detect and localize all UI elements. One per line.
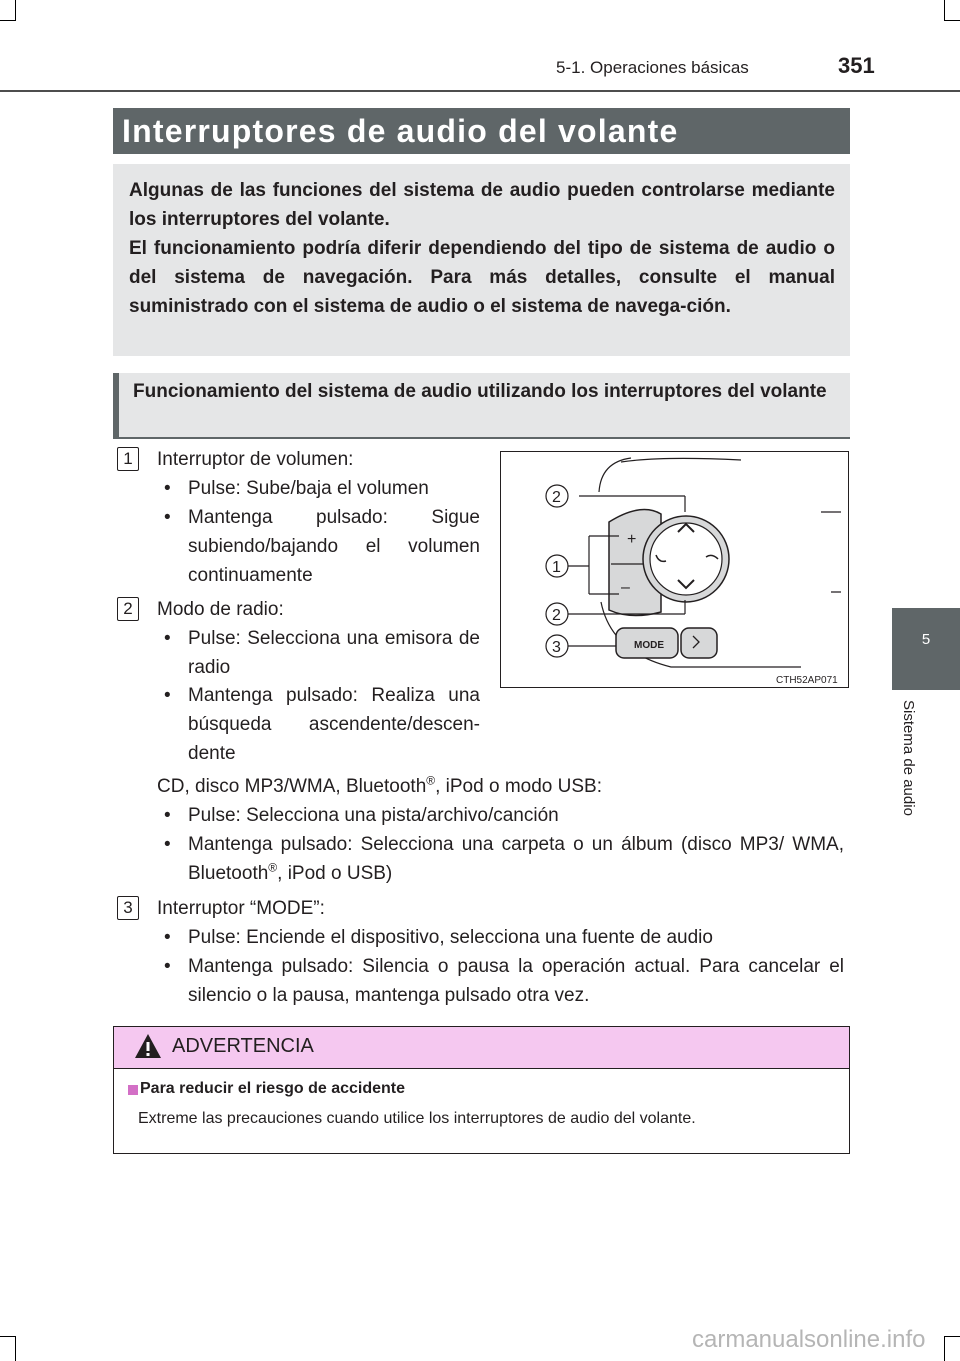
steering-switch-figure: [500, 451, 849, 688]
chapter-label: [900, 700, 926, 840]
callout-number: 3: [552, 639, 561, 656]
section-header: 5-1. Operaciones básicas: [556, 58, 749, 77]
warning-square-icon: [128, 1085, 138, 1095]
figure-code: CTH52AP071: [776, 675, 838, 686]
bullet-dot: •: [164, 685, 171, 706]
cd-mode-intro: [157, 772, 602, 801]
crop-mark: [15, 0, 16, 20]
bullet-text: Mantenga pulsado: Sigue subiendo/bajando el volumen continuamente: [188, 507, 480, 586]
list-item: [164, 830, 844, 888]
crop-mark: [944, 1336, 960, 1337]
crop-mark: [944, 20, 960, 21]
mode-button-label: MODE: [634, 640, 664, 651]
callout-number: 1: [552, 559, 561, 576]
crop-mark: [0, 20, 16, 21]
page-title: Interruptores de audio del volante: [113, 108, 850, 154]
list-item: [164, 681, 480, 768]
warning-heading: Para reducir el riesgo de accidente: [140, 1080, 406, 1097]
warning-header: [114, 1027, 849, 1069]
bullet-dot: •: [164, 478, 171, 499]
warning-text: Extreme las precauciones cuando utilice los interruptores de audio del volante.: [138, 1110, 696, 1127]
bullet-dot: •: [164, 927, 171, 948]
plus-label: +: [627, 531, 637, 548]
steering-switch-illustration: [501, 452, 847, 686]
crop-mark: [944, 1336, 945, 1361]
chapter-label-text: Sistema de audio: [900, 700, 917, 816]
list-item: [164, 474, 480, 503]
header-rule: [0, 90, 960, 92]
bullet-dot: •: [164, 507, 171, 528]
crop-mark: [944, 0, 945, 20]
warning-triangle-icon: [134, 1033, 162, 1059]
list-item: [164, 923, 844, 952]
bullet-dot: •: [164, 956, 171, 977]
bullet-text-part: Mantenga pulsado: Selecciona una carpeta o un álbum (disco MP3/ WMA, Bluetooth: [188, 834, 844, 884]
item-number: 1: [117, 447, 139, 471]
bullet-text: Pulse: Selecciona una emisora de radio: [188, 628, 480, 678]
intro-box: [113, 164, 850, 356]
minus-label: –: [621, 579, 630, 596]
registered-mark: ®: [268, 860, 278, 875]
callout-number: 2: [552, 489, 561, 506]
list-item: [164, 952, 844, 1010]
bullet-text: Pulse: Selecciona una pista/archivo/canción: [188, 805, 559, 826]
bullet-text: Mantenga pulsado: Silencia o pausa la operación actual. Para cancelar el silencio o la pausa, mantenga pulsado otra vez.: [188, 956, 844, 1006]
callout-number: 2: [552, 607, 561, 624]
item-title: Modo de radio:: [157, 599, 284, 620]
bullet-text: Mantenga pulsado: Realiza una búsqueda ascendente/descen-dente: [188, 685, 480, 764]
chapter-tab: 5: [892, 608, 960, 690]
warning-box: [113, 1026, 850, 1154]
bullet-text: [188, 830, 844, 888]
bullet-text-part: , iPod o USB): [277, 863, 393, 884]
item-title: Interruptor “MODE”:: [157, 898, 325, 919]
watermark: carmanualsonline.info: [692, 1326, 926, 1353]
intro-paragraph: El funcionamiento podría diferir dependiendo del tipo de sistema de audio o del sistema de navegación. Para más detalles, consulte el manual suministrado con el sistema de audio o el sistema de navega-ción.: [129, 238, 835, 317]
registered-mark: ®: [426, 773, 436, 788]
bullet-dot: •: [164, 628, 171, 649]
item-number: 3: [117, 896, 139, 920]
list-item: [164, 503, 480, 590]
crop-mark: [15, 1336, 16, 1361]
warning-label: ADVERTENCIA: [172, 1035, 314, 1057]
item-number: 2: [117, 597, 139, 621]
bullet-text: Pulse: Sube/baja el volumen: [188, 478, 429, 499]
subsection-title: Funcionamiento del sistema de audio utilizando los interruptores del volante: [113, 373, 850, 439]
bullet-text: Pulse: Enciende el dispositivo, selecciona una fuente de audio: [188, 927, 713, 948]
page-number: 351: [838, 53, 875, 78]
intro-paragraph: Algunas de las funciones del sistema de audio pueden controlarse mediante los interruptores del volante.: [129, 180, 835, 230]
item-title: Interruptor de volumen:: [157, 449, 354, 470]
crop-mark: [0, 1336, 16, 1337]
cd-intro-text: CD, disco MP3/WMA, Bluetooth: [157, 776, 427, 797]
bullet-dot: •: [164, 834, 171, 855]
bullet-dot: •: [164, 805, 171, 826]
list-item: [164, 624, 480, 682]
list-item: [164, 801, 844, 830]
cd-intro-text: , iPod o modo USB:: [435, 776, 602, 797]
